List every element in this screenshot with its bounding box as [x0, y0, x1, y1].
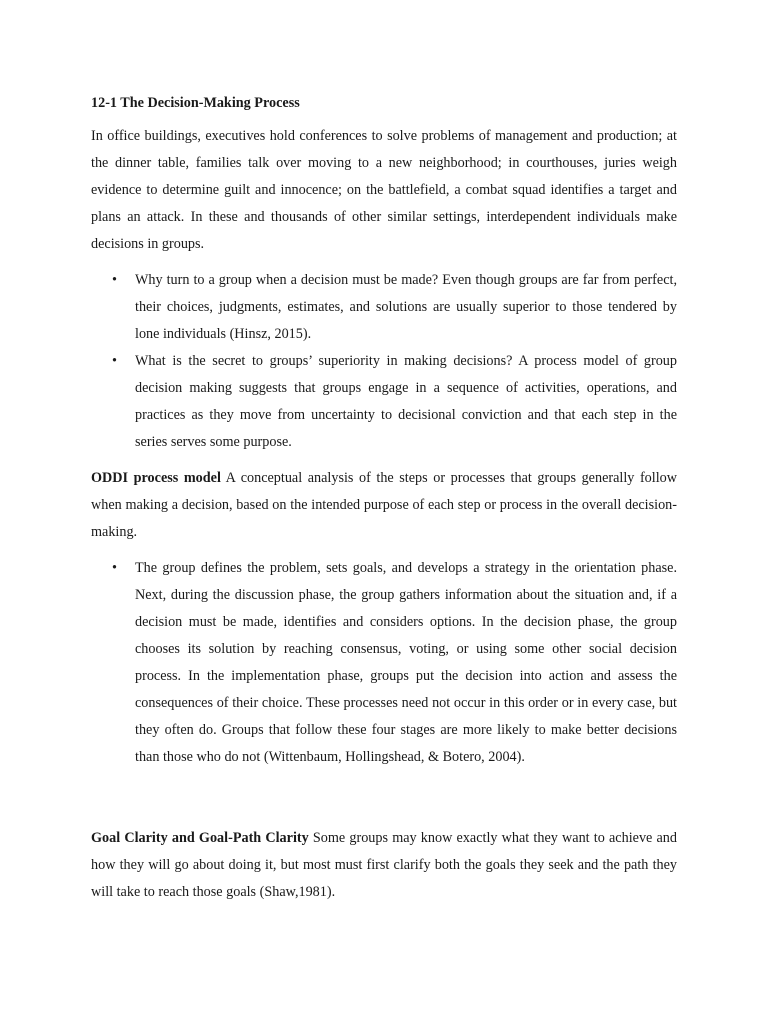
- goal-text: Some groups may know exactly what they want to achieve and how they will go about doing it, but most must first clarify both the goals they seek and the path they will take to reach those goals (Shaw,1981).: [91, 830, 677, 900]
- list-item-text: The group defines the problem, sets goals, and develops a strategy in the orientation phase. Next, during the discussion phase, the group gathers information about the situation and, if a decision must be made, identifies and considers options. In the decision phase, the group chooses its solution by reaching consensus, voting, or using some other social decision process. In the implementation phase, groups put the decision into action and assess the consequences of their choice. These processes need not occur in this order or in every case, but they often do. Groups that follow these four stages are more likely to make better decisions than those who do not (Wittenbaum, Hollingshead, & Botero, 2004).: [135, 560, 677, 765]
- bullet-icon: •: [112, 560, 117, 576]
- bullet-icon: •: [112, 272, 117, 288]
- spacer: [91, 780, 677, 825]
- intro-paragraph: In office buildings, executives hold conferences to solve problems of management and production; at the dinner table, families talk over moving to a new neighborhood; in courthouses, juries weigh evidence to determine guilt and innocence; on the battlefield, a combat squad identifies a target and plans an attack. In these and thousands of other similar settings, interdependent individuals make decisions in groups.: [91, 128, 677, 252]
- bullet-list-2: [91, 555, 677, 771]
- list-item: [91, 267, 677, 348]
- oddi-definition: A conceptual analysis of the steps or processes that groups generally follow when making a decision, based on the intended purpose of each step or process in the overall decision-making.: [91, 470, 677, 540]
- list-item-text: What is the secret to groups’ superiority in making decisions? A process model of group decision making suggests that groups engage in a sequence of activities, operations, and practices as they move from uncertainty to decisional conviction and that each step in the series serves some purpose.: [135, 353, 677, 450]
- goal-paragraph: [91, 825, 677, 906]
- bullet-list-1: [91, 267, 677, 456]
- section-heading: 12-1 The Decision-Making Process: [91, 95, 300, 111]
- list-item: [91, 555, 677, 771]
- list-item-text: Why turn to a group when a decision must be made? Even though groups are far from perfect, their choices, judgments, estimates, and solutions are usually superior to those tendered by lone individuals (Hinsz, 2015).: [135, 272, 677, 342]
- goal-term: Goal Clarity and Goal-Path Clarity: [91, 830, 309, 846]
- document-page: [91, 92, 677, 915]
- oddi-paragraph: [91, 465, 677, 546]
- list-item: [91, 348, 677, 456]
- bullet-icon: •: [112, 353, 117, 369]
- oddi-term: ODDI process model: [91, 470, 221, 486]
